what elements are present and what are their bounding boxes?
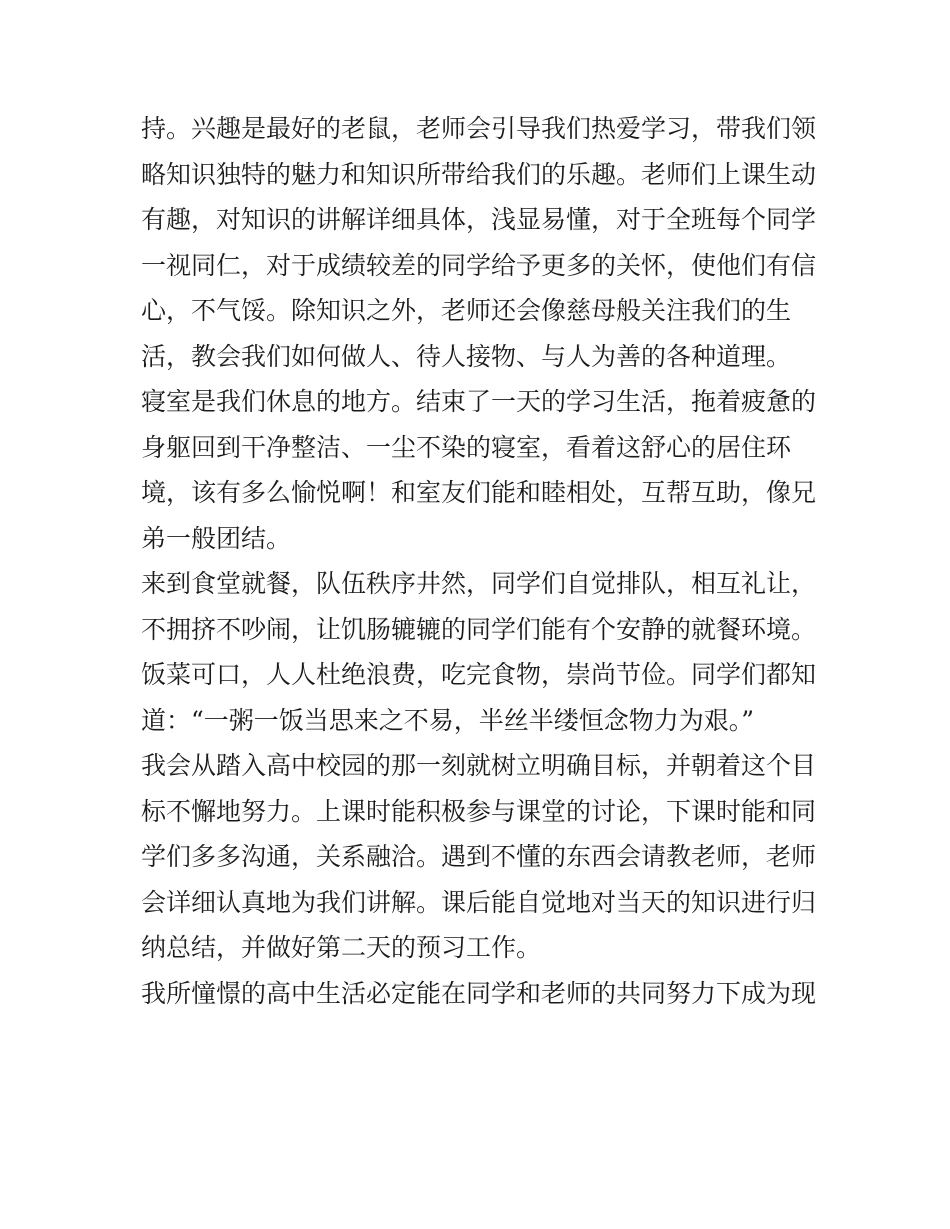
text-line: 会详细认真地为我们讲解。课后能自觉地对当天的知识进行归 bbox=[141, 887, 817, 917]
text-line: 身躯回到干净整洁、一尘不染的寝室，看着这舒心的居住环 bbox=[141, 432, 792, 462]
text-line: 心，不气馁。除知识之外，老师还会像慈母般关注我们的生 bbox=[141, 296, 792, 325]
text-line: 学们多多沟通，关系融洽。遇到不懂的东西会请教老师，老师 bbox=[141, 842, 817, 871]
text-line: 来到食堂就餐，队伍秩序井然，同学们自觉排队，相互礼让， bbox=[141, 569, 817, 598]
body-text bbox=[141, 106, 821, 1016]
text-line: 活，教会我们如何做人、待人接物、与人为善的各种道理。 bbox=[141, 341, 792, 371]
text-line: 纳总结，并做好第二天的预习工作。 bbox=[141, 933, 542, 962]
text-line: 不拥挤不吵闹，让饥肠辘辘的同学们能有个安静的就餐环境。 bbox=[141, 614, 817, 644]
text-line: 境，该有多么愉悦啊！和室友们能和睦相处，互帮互助，像兄 bbox=[141, 478, 817, 507]
text-line: 寝室是我们休息的地方。结束了一天的学习生活，拖着疲惫的 bbox=[141, 387, 817, 416]
text-line: 有趣，对知识的讲解详细具体，浅显易懂，对于全班每个同学 bbox=[141, 205, 817, 234]
text-line: 持。兴趣是最好的老鼠，老师会引导我们热爱学习，带我们领 bbox=[141, 114, 817, 143]
text-line: 一视同仁，对于成绩较差的同学给予更多的关怀，使他们有信 bbox=[141, 250, 817, 280]
text-line: 弟一般团结。 bbox=[141, 523, 292, 553]
text-line: 饭菜可口，人人杜绝浪费，吃完食物，崇尚节俭。同学们都知 bbox=[141, 660, 817, 689]
text-line: 略知识独特的魅力和知识所带给我们的乐趣。老师们上课生动 bbox=[141, 159, 817, 189]
text-line: 我所憧憬的高中生活必定能在同学和老师的共同努力下成为现 bbox=[141, 978, 817, 1008]
text-line: 我会从踏入高中校园的那一刻就树立明确目标，并朝着这个目 bbox=[141, 751, 817, 780]
text-line: 道：“一粥一饭当思来之不易，半丝半缕恒念物力为艰。” bbox=[141, 705, 755, 735]
text-line: 标不懈地努力。上课时能积极参与课堂的讨论，下课时能和同 bbox=[141, 796, 817, 826]
